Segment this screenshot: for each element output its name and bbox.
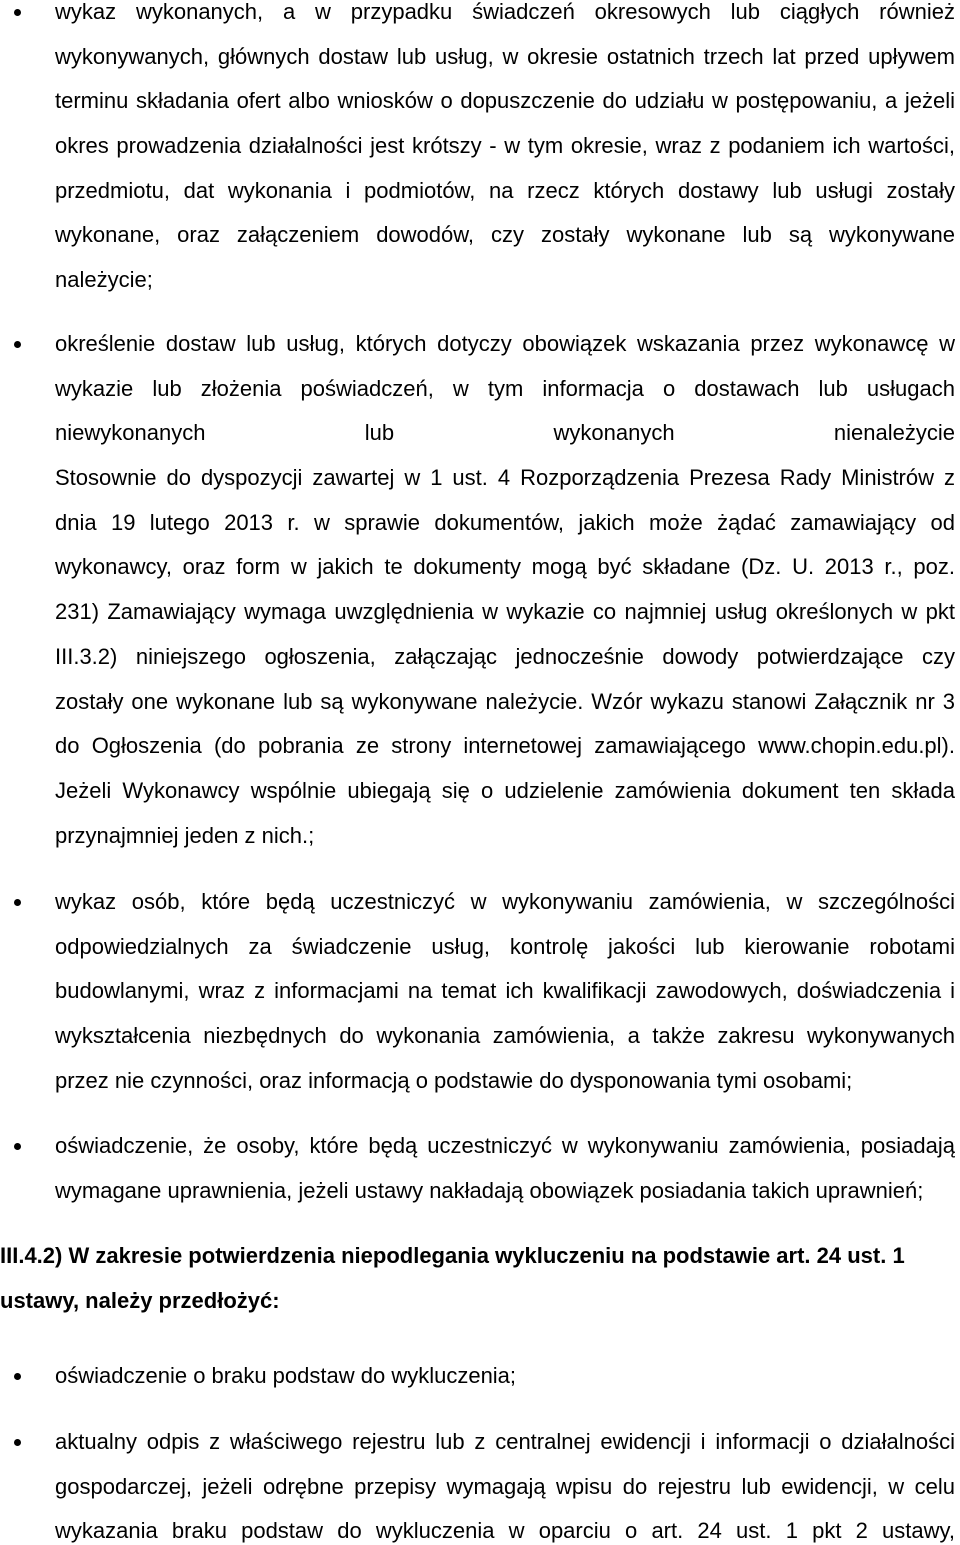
list-item-line: do Ogłoszenia (do pobrania ze strony internetowej zamawiającego www.chopin.edu.pl). [55,734,955,759]
list-item-line: terminu składania ofert albo wniosków o dopuszczenie do udziału w postępowaniu, a jeżeli [55,89,955,114]
list-item-line: należycie; [55,268,153,293]
list-item [55,1364,955,1388]
list-item-line: przynajmniej jeden z nich.; [55,823,315,848]
list-item-line: wymagane uprawnienia, jeżeli ustawy nakładają obowiązek posiadania takich uprawnień; [55,1178,924,1203]
list-item-line: wykazania braku podstaw do wykluczenia w oparciu o art. 24 ust. 1 pkt 2 ustawy, [55,1519,955,1544]
bullet-icon [14,899,21,906]
list-item-line: 231) Zamawiający wymaga uwzględnienia w wykazie co najmniej usług określonych w pkt [55,600,955,625]
list-item [55,1430,955,1543]
bullet-icon [14,1439,21,1446]
list-item-line: określenie dostaw lub usług, których dotyczy obowiązek wskazania przez wykonawcę w [55,332,955,356]
list-item-line: Stosownie do dyspozycji zawartej w 1 ust. 4 Rozporządzenia Prezesa Rady Ministrów z [55,466,955,491]
bullet-icon [14,1373,21,1380]
bullet-icon [14,1143,21,1150]
section-heading-line: III.4.2) W zakresie potwierdzenia niepodlegania wykluczeniu na podstawie art. 24 ust. 1 [0,1244,905,1268]
list-item-line: III.3.2) niniejszego ogłoszenia, załączając jednocześnie dowody potwierdzające czy [55,644,955,669]
bullet-icon [14,9,21,16]
list-item-line: oświadczenie, że osoby, które będą uczestniczyć w wykonywaniu zamówienia, posiadają [55,1134,955,1158]
list-item-line: wykaz wykonanych, a w przypadku świadczeń okresowych lub ciągłych również [55,0,955,24]
list-item-line: wykonywanych, głównych dostaw lub usług, w okresie ostatnich trzech lat przed upływem [55,44,955,69]
list-item-line: niewykonanych lub wykonanych nienależycie [55,421,955,446]
list-item-line: okres prowadzenia działalności jest krótszy - w tym okresie, wraz z podaniem ich wartości, [55,134,955,159]
list-item-line: dnia 19 lutego 2013 r. w sprawie dokumentów, jakich może żądać zamawiający od [55,510,955,535]
list-item-line: aktualny odpis z właściwego rejestru lub z centralnej ewidencji i informacji o działalności [55,1430,955,1454]
list-item-line: wykonawcy, oraz form w jakich te dokumenty mogą być składane (Dz. U. 2013 r., poz. [55,555,955,580]
list-item [55,890,955,1093]
list-item-line: gospodarczej, jeżeli odrębne przepisy wymagają wpisu do rejestru lub ewidencji, w celu [55,1474,955,1499]
list-item-line: odpowiedzialnych za świadczenie usług, kontrolę jakości lub kierowanie robotami [55,934,955,959]
list-item-line: wykazie lub złożenia poświadczeń, w tym informacja o dostawach lub usługach [55,376,955,401]
list-item-line: wykonane, oraz załączeniem dowodów, czy zostały wykonane lub są wykonywane [55,223,955,248]
list-item [55,0,955,292]
list-item-line: przez nie czynności, oraz informacją o podstawie do dysponowania tymi osobami; [55,1068,853,1093]
list-item-line: wykształcenia niezbędnych do wykonania zamówienia, a także zakresu wykonywanych [55,1024,955,1049]
section-heading-line: ustawy, należy przedłożyć: [0,1288,280,1313]
list-item-line: oświadczenie o braku podstaw do wykluczenia; [55,1364,517,1388]
list-item [55,332,955,848]
list-item-line: przedmiotu, dat wykonania i podmiotów, na rzecz których dostawy lub usługi zostały [55,178,955,203]
list-item-line: zostały one wykonane lub są wykonywane należycie. Wzór wykazu stanowi Załącznik nr 3 [55,689,955,714]
bullet-icon [14,341,21,348]
section-heading [0,1244,960,1313]
list-item-line: budowlanymi, wraz z informacjami na temat ich kwalifikacji zawodowych, doświadczenia i [55,979,955,1004]
list-item [55,1134,955,1203]
list-item-line: Jeżeli Wykonawcy wspólnie ubiegają się o udzielenie zamówienia dokument ten składa [55,778,955,803]
list-item-line: wykaz osób, które będą uczestniczyć w wykonywaniu zamówienia, w szczególności [55,890,955,914]
